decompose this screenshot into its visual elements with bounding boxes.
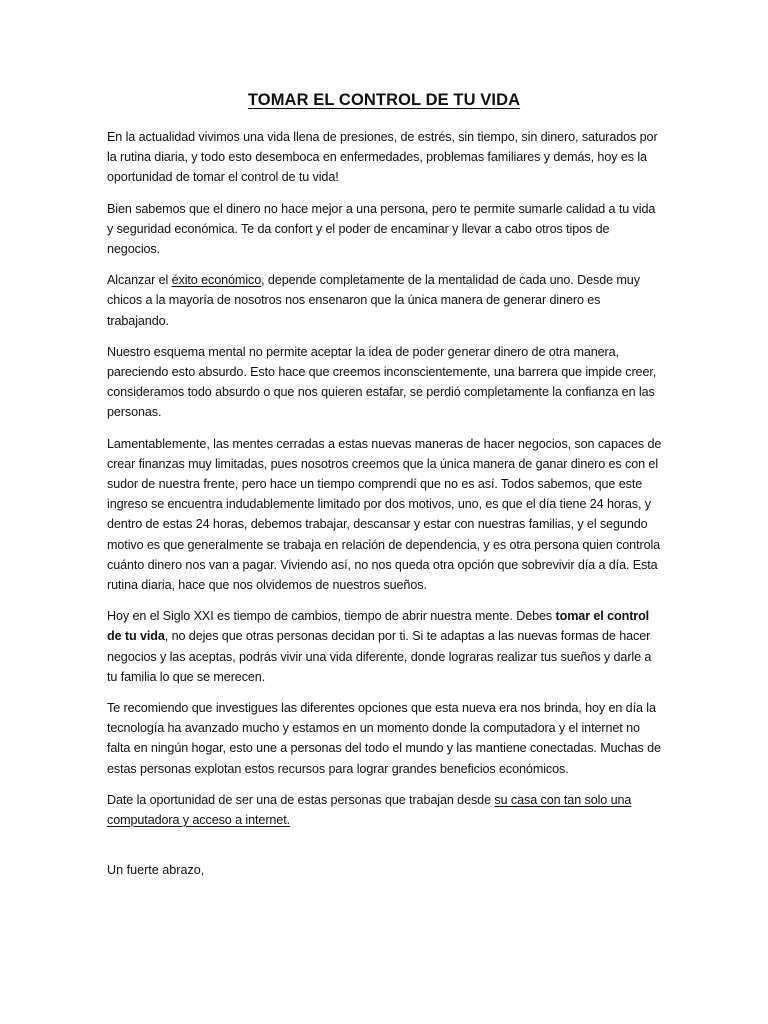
document-title: TOMAR EL CONTROL DE TU VIDA [247, 91, 521, 109]
document-body [107, 127, 663, 841]
paragraph-8-text-start: Date la oportunidad de ser una de estas personas que trabajan desde [107, 792, 495, 807]
paragraph-3-text-end: , depende completamente de la mentalidad de cada uno. Desde muy chicos a la mayoría de nosotros nos ensenaron que la única manera de generar dinero es trabajando. [107, 273, 640, 328]
paragraph-3 [107, 270, 663, 331]
paragraph-6-text-start: Hoy en el Siglo XXI es tiempo de cambios, tiempo de abrir nuestra mente. Debes [107, 609, 556, 624]
paragraph-6-text-end: , no dejes que otras personas decidan por ti. Si te adaptas a las nuevas formas de hacer negocios y las aceptas, podrás vivir una vida diferente, donde lograras realizar tus sueños y darle a tu familia lo que se merecen. [107, 629, 652, 684]
paragraph-3-text-start: Alcanzar el [107, 273, 172, 288]
paragraph-4: Nuestro esquema mental no permite aceptar la idea de poder generar dinero de otra manera, pareciendo esto absurdo. Esto hace que creemos inconscientemente, una barrera que impide creer, consideramos todo absurdo o que nos quieren estafar, se perdió completamente la confianza en las personas. [107, 344, 657, 420]
paragraph-7: Te recomiendo que investigues las diferentes opciones que esta nueva era nos brinda, hoy en día la tecnología ha avanzado mucho y estamos en un momento donde la computadora y el internet no falta en ningún hogar, esto une a personas del todo el mundo y las mantiene conectadas. Muchas de estas personas explotan estos recursos para lograr grandes beneficios económicos. [107, 701, 661, 776]
exito-economico-link[interactable]: éxito económico [171, 273, 262, 288]
paragraph-2: Bien sabemos que el dinero no hace mejor a una persona, pero te permite sumarle calidad a tu vida y seguridad económica. Te da confort y el poder de encaminar y llevar a cabo otros tipos de negocios. [107, 201, 656, 257]
paragraph-6 [107, 606, 663, 687]
casa-computadora-link[interactable]: su casa con tan solo una computadora y acceso a internet. [107, 792, 632, 828]
paragraph-8 [107, 790, 663, 830]
emphasis-tomar-control: tomar el control de tu vida [107, 609, 650, 644]
paragraph-5: Lamentablemente, las mentes cerradas a estas nuevas maneras de hacer negocios, son capaces de crear finanzas muy limitadas, pues nosotros creemos que la única manera de ganar dinero es con el sudor de nuestra frente, pero hace un tiempo comprendí que no es así. Todos sabemos, que este ingreso se encuentra indudablemente limitado por dos motivos, uno, es que el día tiene 24 horas, y dentro de estas 24 horas, debemos trabajar, descansar y estar con nuestras familias, y el segundo motivo es que generalmente se trabaja en relación de dependencia, y es otra persona quien controla cuánto dinero nos van a pagar. Viviendo así, no nos queda otra opción que sobrevivir día a día. Esta rutina diaria, hace que nos olvidemos de nuestros sueños. [107, 436, 662, 593]
closing-salutation: Un fuerte abrazo, [107, 863, 205, 877]
paragraph-1: En la actualidad vivimos una vida llena de presiones, de estrés, sin tiempo, sin dinero, saturados por la rutina diaria, y todo esto desemboca en enfermedades, problemas familiares y demás, hoy es la oportunidad de tomar el control de tu vida! [107, 130, 658, 185]
